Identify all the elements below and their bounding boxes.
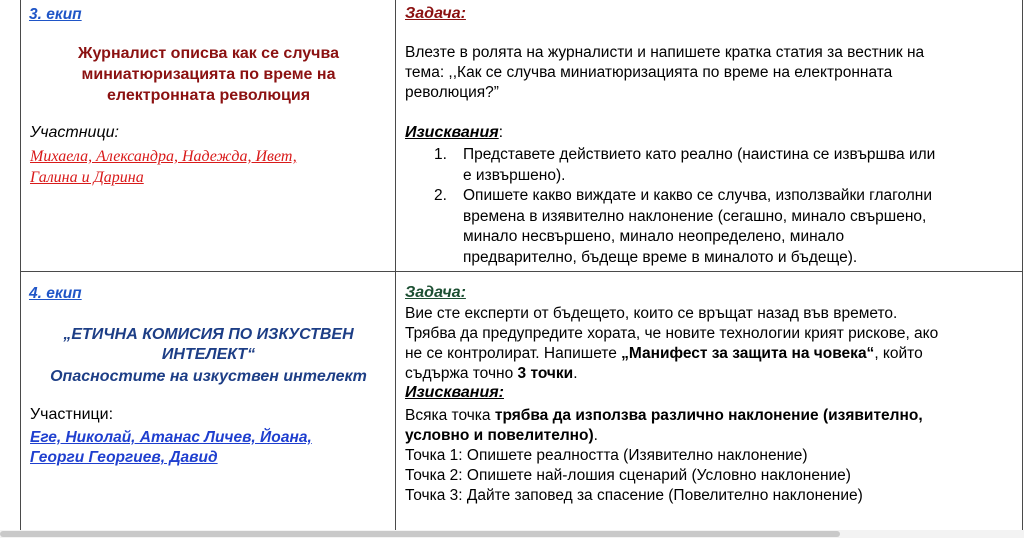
- horizontal-scrollbar[interactable]: [0, 530, 1024, 538]
- team3-task-line: Влезте в ролята на журналисти и напишете кратка статия за вестник на: [405, 44, 925, 61]
- team3-task-cell: [396, 0, 1022, 271]
- text-run-bold: трябва да използва различно наклонение (изявително,: [494, 407, 923, 424]
- list-item: [405, 145, 1015, 186]
- list-item: [405, 186, 1015, 268]
- manifesto-title: „Манифест за защита на човека“: [621, 345, 875, 362]
- text-run: .: [573, 365, 578, 382]
- team4-participants-names: Еге, Николай, Атанас Личев, Йоана,: [30, 429, 312, 446]
- team4-requirement-line: [405, 426, 1015, 447]
- team3-requirements-heading: Изисквания: [405, 124, 499, 141]
- team4-requirements-heading: Изисквания:: [405, 384, 504, 401]
- list-item-line: е извършено).: [463, 166, 566, 184]
- team3-label: 3. екип: [29, 6, 82, 23]
- team3-info-cell: [21, 0, 395, 271]
- team3-participants-label: Участници:: [30, 124, 119, 141]
- team4-info-cell: [21, 272, 395, 530]
- scrollbar-thumb[interactable]: [0, 531, 840, 537]
- text-run-bold: условно и повелително): [405, 427, 594, 444]
- team4-subtitle: Опасностите на изкуствен интелект: [50, 368, 367, 385]
- text-run: .: [593, 427, 598, 444]
- team3-task-line: тема: ,,Как се случва миниатюризацията по време на електронната: [405, 64, 893, 81]
- team4-point: Точка 2: Опишете най-лошия сценарий (Условно наклонение): [405, 467, 851, 484]
- team4-task-heading: Задача:: [405, 284, 466, 301]
- list-item-number: 2.: [434, 187, 447, 204]
- team4-task-line: [405, 364, 1015, 385]
- team3-participants-names: Галина и Дарина: [30, 169, 144, 186]
- team4-label: 4. екип: [29, 285, 82, 302]
- text-run: , който: [874, 345, 923, 362]
- team4-task-line: [405, 344, 1015, 365]
- team4-participants-names: Георги Георгиев, Давид: [30, 449, 218, 466]
- points-count: 3 точки: [517, 365, 574, 382]
- team3-requirements-colon: :: [498, 124, 504, 141]
- team3-task-line: революция?”: [405, 84, 499, 101]
- list-item-line: Опишете какво виждате и какво се случва, използвайки глаголни: [463, 187, 933, 204]
- text-run: Всяка точка: [405, 407, 495, 424]
- team3-title-line: електронната революция: [106, 87, 311, 104]
- team4-point: Точка 1: Опишете реалността (Изявително наклонение): [405, 447, 808, 464]
- list-item-line: Представете действието като реално (наистина се извършва или: [463, 146, 936, 163]
- list-item-line: времена в изявително наклонение (сегашно, минало свършено,: [463, 207, 927, 225]
- team4-point: Точка 3: Дайте заповед за спасение (Повелително наклонение): [405, 487, 863, 504]
- table-border-right: [1022, 0, 1023, 530]
- team4-task-cell: [396, 272, 1022, 530]
- team3-requirements-heading-wrap: [405, 124, 503, 142]
- team4-participants-label: Участници:: [30, 406, 114, 423]
- list-item-line: предварително, бъдеще време в миналото и бъдеще).: [463, 248, 858, 266]
- list-item-line: минало несвършено, минало неопределено, минало: [463, 228, 845, 245]
- team4-requirement-line: [405, 406, 1015, 427]
- text-run: не се контролират. Напишете: [405, 345, 622, 362]
- team3-requirements-list: [405, 145, 1015, 268]
- list-item-number: 1.: [434, 146, 447, 163]
- team3-task-heading: Задача:: [405, 5, 466, 22]
- team4-task-line: Трябва да предупредите хората, че новите технологии крият рискове, ако: [405, 325, 939, 342]
- team3-participants-names: Михаела, Александра, Надежда, Ивет,: [30, 148, 297, 165]
- team4-title-line: „ЕТИЧНА КОМИСИЯ ПО ИЗКУСТВЕН: [63, 326, 354, 343]
- team4-task-line: Вие сте експерти от бъдещето, които се връщат назад във времето.: [405, 305, 898, 322]
- team4-title-line: ИНТЕЛЕКТ“: [161, 346, 256, 363]
- team3-title-line: Журналист описва как се случва: [78, 45, 339, 62]
- text-run: съдържа точно: [405, 365, 518, 382]
- team3-title-line: миниатюризацията по време на: [81, 66, 336, 83]
